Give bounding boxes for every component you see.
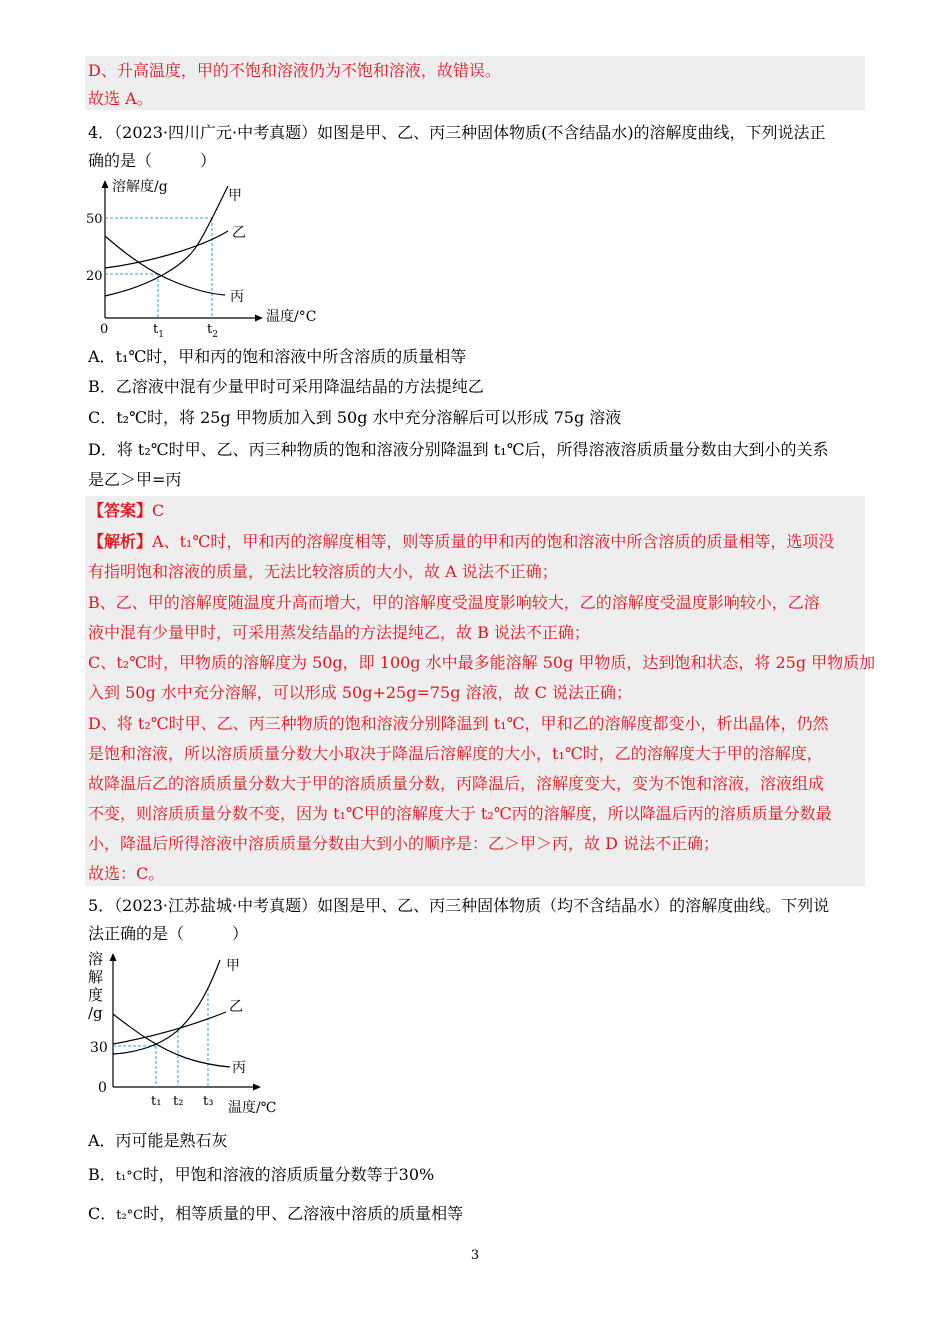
q5-label-jia: 甲 (226, 958, 240, 974)
q4-ytick-20: 20 (86, 269, 103, 284)
q4-analysis-line-10: 不变，则溶质质量分数不变，因为 t₁℃甲的溶解度大于 t₂℃丙的溶解度，所以降温后丙的溶质质量分数最 (88, 804, 832, 823)
q5-option-b: B．t₁°C时，甲饱和溶液的溶质质量分数等于30% (88, 1165, 435, 1184)
q4-analysis-line-4: 液中混有少量甲时，可采用蒸发结晶的方法提纯乙，故 B 说法不正确； (88, 623, 590, 642)
q4-solubility-chart (80, 178, 340, 338)
q4-label-bing: 丙 (230, 289, 244, 305)
q4-analysis-line-5: C、t₂℃时，甲物质的溶解度为 50g，即 100g 水中最多能溶解 50g 甲物质，达到饱和状态，将 25g 甲物质加 (88, 653, 876, 672)
q5-option-a: A．丙可能是熟石灰 (88, 1131, 228, 1150)
q5-label-bing: 丙 (232, 1060, 246, 1076)
q5-stem-line-1: 5．（2023·江苏盐城·中考真题）如图是甲、乙、丙三种固体物质（均不含结晶水）的溶解度曲线。下列说 (88, 896, 830, 915)
q4-label-jia: 甲 (228, 188, 242, 204)
q4-curve-yi (105, 231, 228, 268)
q5-xtick-t1: t₁ (151, 1094, 162, 1109)
q4-x-axis-arrow (255, 315, 263, 322)
q4-analysis-line-2: 有指明饱和溶液的质量，无法比较溶质的大小，故 A 说法不正确； (88, 562, 558, 581)
q5-option-c: C．t₂°C时，相等质量的甲、乙溶液中溶质的质量相等 (88, 1204, 464, 1223)
previous-answer-line-1: D、升高温度，甲的不饱和溶液仍为不饱和溶液，故错误。 (88, 61, 501, 80)
q5-x-label: 温度/℃ (228, 1100, 277, 1116)
page-number: 3 (470, 1248, 480, 1263)
q5-option-b-symbol: t₁°C (115, 1169, 143, 1184)
q5-xtick-t3: t₃ (203, 1094, 214, 1109)
q4-option-d-line-2: 是乙＞甲=丙 (88, 470, 182, 489)
q5-curve-yi (113, 1012, 226, 1044)
q5-ytick-30: 30 (90, 1040, 108, 1056)
q5-y-axis-arrow (110, 953, 117, 961)
q5-stem-line-2: 法正确的是（ ） (88, 924, 249, 943)
q4-option-d-line-1: D．将 t₂℃时甲、乙、丙三种物质的饱和溶液分别降温到 t₁℃后，所得溶液溶质质量分数由大到小的关系 (88, 440, 829, 459)
q4-option-c: C．t₂℃时，将 25g 甲物质加入到 50g 水中充分溶解后可以形成 75g 溶液 (88, 408, 622, 427)
q4-analysis-line-9: 故降温后乙的溶质质量分数大于甲的溶质质量分数，丙降温后，溶解度变大，变为不饱和溶液，溶液组成 (88, 774, 825, 793)
analysis-label: 【解析】 (88, 532, 153, 551)
q4-origin: 0 (100, 322, 109, 337)
q5-x-axis-arrow (253, 1084, 261, 1091)
q4-stem-line-1: 4．（2023·四川广元·中考真题）如图是甲、乙、丙三种固体物质(不含结晶水)的溶解度曲线，下列说法正 (88, 123, 826, 142)
q4-analysis-line-7: D、将 t₂℃时甲、乙、丙三种物质的饱和溶液分别降温到 t₁℃，甲和乙的溶解度都变小，析出晶体，仍然 (88, 714, 829, 733)
q4-analysis-line-12: 故选：C。 (88, 864, 165, 883)
previous-answer-line-2: 故选 A。 (88, 89, 153, 108)
q4-analysis-line-8: 是饱和溶液，所以溶质质量分数大小取决于降温后溶解度的大小，t₁℃时，乙的溶解度大于甲的溶解度， (88, 744, 823, 763)
q5-xtick-t2: t₂ (173, 1094, 184, 1109)
q4-xtick-t2: $t_2$ (207, 322, 218, 340)
q5-origin: 0 (98, 1080, 107, 1096)
q4-stem-line-2: 确的是（ ） (88, 151, 217, 170)
q4-analysis-line-11: 小，降温后所得溶液中溶质质量分数由大到小的顺序是：乙＞甲＞丙，故 D 说法不正确； (88, 834, 720, 853)
q4-x-label: 温度/°C (266, 309, 317, 325)
q4-xtick-t1: $t_1$ (153, 322, 164, 340)
q5-curve-jia (113, 960, 220, 1054)
q4-y-label: 溶解度/g (112, 179, 168, 195)
q5-y-label-2: 解 (88, 968, 104, 986)
q4-analysis-line-3: B、乙、甲的溶解度随温度升高而增大，甲的溶解度受温度影响较大，乙的溶解度受温度影响较小，乙溶 (88, 593, 820, 612)
q5-y-label-4: /g (88, 1004, 103, 1022)
q4-ytick-50: 50 (86, 212, 103, 227)
q5-y-label-1: 溶 (88, 950, 104, 968)
q4-analysis-line-6: 入到 50g 水中充分溶解，可以形成 50g+25g=75g 溶液，故 C 说法正确； (88, 683, 632, 702)
q5-option-c-symbol: t₂°C (116, 1208, 144, 1223)
q4-answer (88, 500, 164, 522)
q5-solubility-chart (86, 950, 316, 1120)
q4-label-yi: 乙 (232, 225, 246, 241)
q4-y-axis-arrow (102, 180, 109, 188)
q4-option-a: A．t₁℃时，甲和丙的饱和溶液中所含溶质的质量相等 (88, 347, 467, 366)
q5-label-yi: 乙 (229, 999, 243, 1015)
q4-analysis-line-1: 【解析】A、t₁℃时，甲和丙的溶解度相等，则等质量的甲和丙的饱和溶液中所含溶质的质量相等，选项没 (88, 532, 835, 551)
answer-label: 【答案】 (88, 501, 153, 520)
answer-value: C (152, 501, 165, 520)
q5-y-label-3: 度 (88, 986, 104, 1004)
q4-option-b: B．乙溶液中混有少量甲时可采用降温结晶的方法提纯乙 (88, 377, 484, 396)
